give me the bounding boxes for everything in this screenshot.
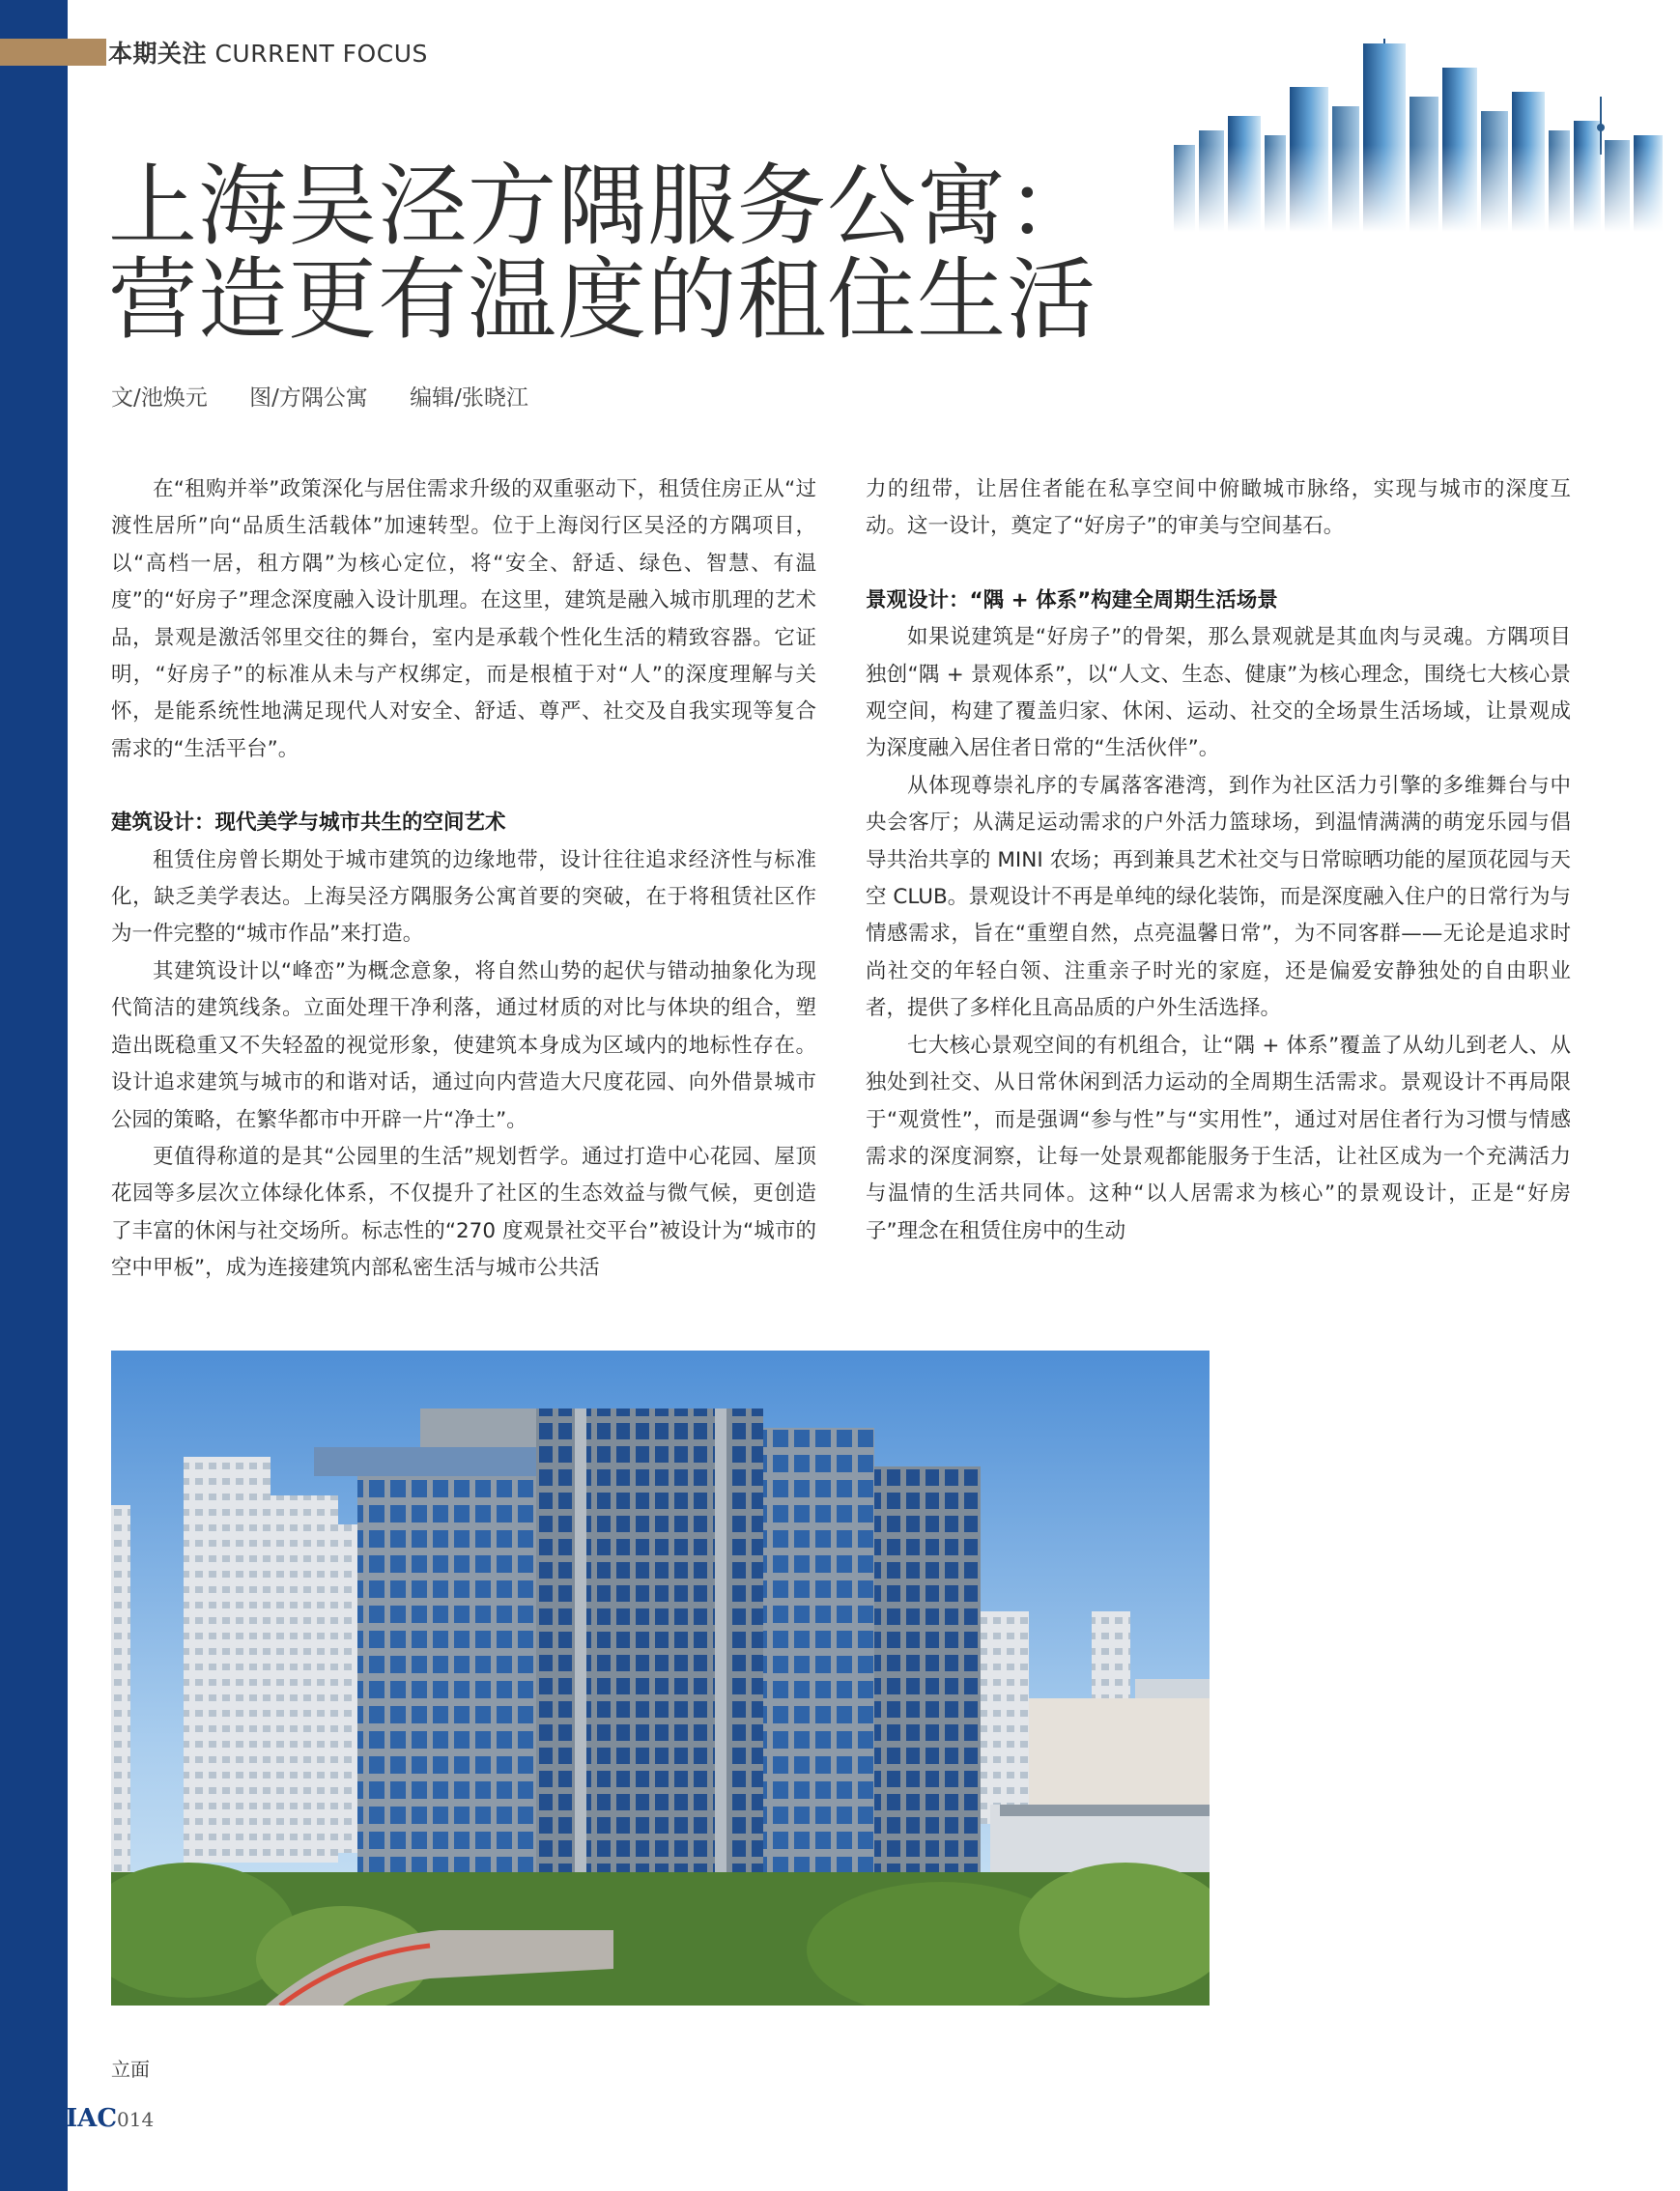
title-line-1: 上海吴泾方隅服务公寓： xyxy=(108,155,1097,258)
byline-photo: 图/方隅公寓 xyxy=(249,385,368,411)
paragraph: 其建筑设计以“峰峦”为概念意象，将自然山势的起伏与错动抽象化为现代简洁的建筑线条。立面处理干净利落，通过材质的对比与体块的组合，塑造出既稳重又不失轻盈的视觉形象，使建筑本身成为区域内的地标性存在。设计追求建筑与城市的和谐对话，通过向内营造大尺度花园、向外借景城市公园的策略，在繁华都市中开辟一片“净土”。 xyxy=(111,958,816,1132)
subheading-architecture: 建筑设计：现代美学与城市共生的空间艺术 xyxy=(111,811,506,836)
side-color-bar xyxy=(0,0,68,2191)
photo-caption: 立面 xyxy=(111,2058,150,2081)
left-column xyxy=(111,471,816,1288)
paragraph: 在“租购并举”政策深化与居住需求升级的双重驱动下，租赁住房正从“过渡性居所”向“品质生活载体”加速转型。位于上海闵行区吴泾的方隅项目，以“高档一居，租方隅”为核心定位，将“安全、舒适、绿色、智慧、有温度”的“好房子”理念深度融入设计肌理。在这里，建筑是融入城市肌理的艺术品，景观是激活邻里交往的舞台，室内是承载个性化生活的精致容器。它证明，“好房子”的标准从未与产权绑定，而是根植于对“人”的深度理解与关怀，是能系统性地满足现代人对安全、舒适、尊严、社交及自我实现等复合需求的“生活平台”。 xyxy=(111,477,816,761)
page-folio xyxy=(66,2104,154,2133)
magazine-brand: IAC xyxy=(66,2104,118,2133)
section-accent-bar xyxy=(0,39,106,66)
byline-editor: 编辑/张晓江 xyxy=(410,385,528,411)
byline xyxy=(111,380,563,412)
title-line-2: 营造更有温度的租住生活 xyxy=(108,248,1097,352)
building-facade-photo xyxy=(111,1351,1210,2006)
article-title xyxy=(108,155,1152,352)
section-tag-zh: 本期关注 xyxy=(108,40,208,68)
subheading-landscape: 景观设计：“隅 + 体系”构建全周期生活场景 xyxy=(866,587,1278,612)
paragraph: 租赁住房曾长期处于城市建筑的边缘地带，设计往往追求经济性与标准化，缺乏美学表达。上海吴泾方隅服务公寓首要的突破，在于将租赁社区作为一件完整的“城市作品”来打造。 xyxy=(111,847,816,947)
paragraph: 七大核心景观空间的有机组合，让“隅 + 体系”覆盖了从幼儿到老人、从独处到社交、从日常休闲到活力运动的全周期生活需求。景观设计不再局限于“观赏性”，而是强调“参与性”与“实用性”，通过对居住者行为习惯与情感需求的深度洞察，让每一处景观都能服务于生活，让社区成为一个充满活力与温情的生活共同体。这种“以人居需求为核心”的景观设计，正是“好房子”理念在租赁住房中的生动 xyxy=(866,1033,1571,1243)
page-number: 014 xyxy=(117,2108,155,2131)
section-tag-en: CURRENT FOCUS xyxy=(214,40,428,68)
right-column xyxy=(866,471,1571,1250)
byline-author: 文/池焕元 xyxy=(111,385,208,411)
city-skyline-illustration xyxy=(1164,39,1676,232)
paragraph: 更值得称道的是其“公园里的生活”规划哲学。通过打造中心花园、屋顶花园等多层次立体绿化体系，不仅提升了社区的生态效益与微气候，更创造了丰富的休闲与社交场所。标志性的“270 度观景社交平台”被设计为“城市的空中甲板”，成为连接建筑内部私密生活与城市公共活 xyxy=(111,1144,816,1281)
paragraph: 如果说建筑是“好房子”的骨架，那么景观就是其血肉与灵魂。方隅项目独创“隅 + 景观体系”，以“人文、生态、健康”为核心理念，围绕七大核心景观空间，构建了覆盖归家、休闲、运动、社交的全场景生活场域，让景观成为深度融入居住者日常的“生活伙伴”。 xyxy=(866,625,1571,761)
paragraph: 从体现尊崇礼序的专属落客港湾，到作为社区活力引擎的多维舞台与中央会客厅；从满足运动需求的户外活力篮球场，到温情满满的萌宠乐园与倡导共治共享的 MINI 农场；再到兼具艺术社交与日常晾晒功能的屋顶花园与天空 CLUB。景观设计不再是单纯的绿化装饰，而是深度融入住户的日常行为与情感需求，旨在“重塑自然，点亮温馨日常”，为不同客群——无论是追求时尚社交的年轻白领、注重亲子时光的家庭，还是偏爱安静独处的自由职业者，提供了多样化且高品质的户外生活选择。 xyxy=(866,773,1571,1021)
paragraph-continued: 力的纽带，让居住者能在私享空间中俯瞰城市脉络，实现与城市的深度互动。这一设计，奠定了“好房子”的审美与空间基石。 xyxy=(866,477,1571,539)
section-tag xyxy=(108,35,428,70)
